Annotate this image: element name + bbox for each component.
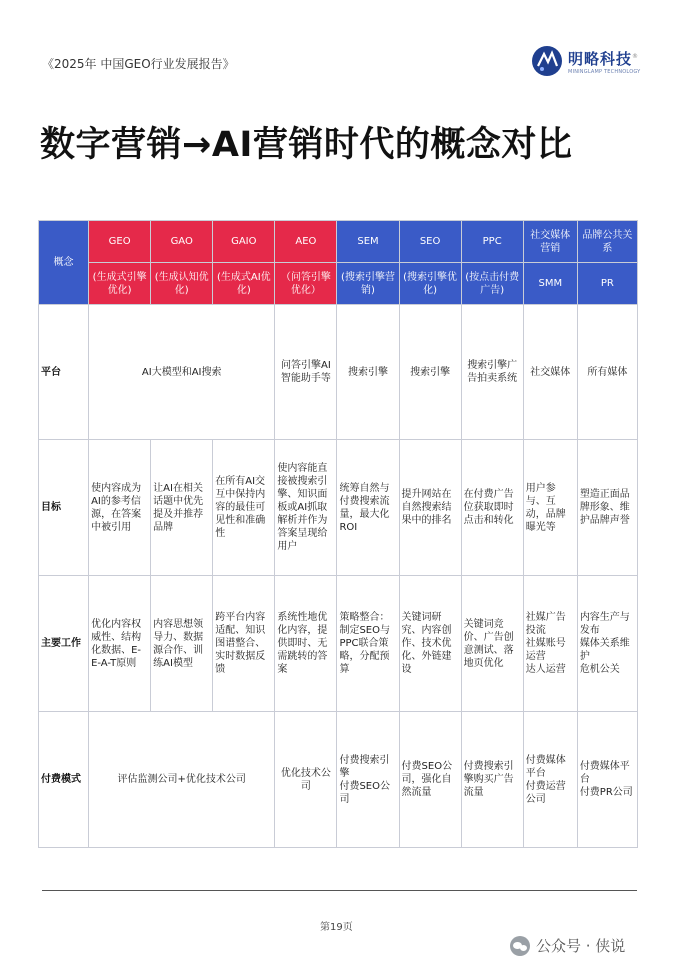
row-label-work: 主要工作 [39, 576, 89, 712]
goal-gaio: 在所有AI交互中保持内容的最佳可见性和准确性 [213, 440, 275, 576]
col-name-sem: SEM [337, 221, 399, 263]
table-row-goal [39, 440, 638, 576]
logo-english: MININGLAMP TECHNOLOGY [568, 68, 641, 75]
header-row-desc [39, 263, 638, 305]
col-desc-sem: (搜索引擎营销) [337, 263, 399, 305]
col-desc-aeo: （问答引擎优化） [275, 263, 337, 305]
wechat-icon [510, 936, 530, 956]
pay-aeo: 优化技术公司 [275, 712, 337, 848]
work-sem: 策略整合：制定SEO与PPC联合策略，分配预算 [337, 576, 399, 712]
col-desc-gao: (生成认知优化) [151, 263, 213, 305]
goal-seo: 提升网站在自然搜索结果中的排名 [399, 440, 461, 576]
platform-sem: 搜索引擎 [337, 305, 399, 440]
goal-pr: 塑造正面品牌形象、维护品牌声誉 [577, 440, 637, 576]
work-gaio: 跨平台内容适配、知识图谱整合、实时数据反馈 [213, 576, 275, 712]
company-logo [530, 44, 650, 78]
header-row-names [39, 221, 638, 263]
col-desc-pr: PR [577, 263, 637, 305]
pay-sem: 付费搜索引擎 付费SEO公司 [337, 712, 399, 848]
platform-merged-cell: AI大模型和AI搜索 [89, 305, 275, 440]
col-desc-gaio: (生成式AI优化) [213, 263, 275, 305]
row-label-pay: 付费模式 [39, 712, 89, 848]
goal-gao: 让AI在相关话题中优先提及并推荐品牌 [151, 440, 213, 576]
logo-name: 明略科技 [568, 49, 633, 68]
work-aeo: 系统性地优化内容，提供即时、无需跳转的答案 [275, 576, 337, 712]
row-label-goal: 目标 [39, 440, 89, 576]
pay-seo: 付费SEO公司，强化自然流量 [399, 712, 461, 848]
platform-aeo: 问答引擎AI智能助手等 [275, 305, 337, 440]
platform-smm: 社交媒体 [523, 305, 577, 440]
col-desc-geo: (生成式引擎优化) [89, 263, 151, 305]
col-name-gao: GAO [151, 221, 213, 263]
watermark [510, 935, 625, 956]
platform-seo: 搜索引擎 [399, 305, 461, 440]
work-pr: 内容生产与发布 媒体关系维护 危机公关 [577, 576, 637, 712]
pay-merged-cell: 评估监测公司+优化技术公司 [89, 712, 275, 848]
table-row-pay [39, 712, 638, 848]
row-label-platform: 平台 [39, 305, 89, 440]
watermark-text: 公众号 · 侠说 [536, 937, 626, 955]
col-name-aeo: AEO [275, 221, 337, 263]
registered-mark: ® [632, 52, 640, 60]
page-number: 第19页 [320, 922, 353, 933]
page-title: 数字营销→AI营销时代的概念对比 [40, 125, 573, 165]
col-name-smm: 社交媒体营销 [523, 221, 577, 263]
goal-geo: 使内容成为AI的参考信源，在答案中被引用 [89, 440, 151, 576]
goal-aeo: 使内容能直接被搜索引擎、知识面板或AI抓取解析并作为答案呈现给用户 [275, 440, 337, 576]
footer-divider [42, 890, 637, 891]
work-seo: 关键词研究、内容创作、技术优化、外链建设 [399, 576, 461, 712]
col-name-ppc: PPC [461, 221, 523, 263]
goal-sem: 统筹自然与付费搜索流量，最大化ROI [337, 440, 399, 576]
col-desc-ppc: (按点击付费广告) [461, 263, 523, 305]
pay-smm: 付费媒体平台 付费运营公司 [523, 712, 577, 848]
goal-ppc: 在付费广告位获取即时点击和转化 [461, 440, 523, 576]
logo-mark-icon [530, 44, 564, 78]
col-name-geo: GEO [89, 221, 151, 263]
goal-smm: 用户参与、互动，品牌曝光等 [523, 440, 577, 576]
platform-ppc: 搜索引擎广告拍卖系统 [461, 305, 523, 440]
platform-pr: 所有媒体 [577, 305, 637, 440]
col-name-pr: 品牌公共关系 [577, 221, 637, 263]
col-name-gaio: GAIO [213, 221, 275, 263]
pay-pr: 付费媒体平台 付费PR公司 [577, 712, 637, 848]
col-name-seo: SEO [399, 221, 461, 263]
col-desc-smm: SMM [523, 263, 577, 305]
table-row-platform [39, 305, 638, 440]
table-row-work [39, 576, 638, 712]
work-geo: 优化内容权威性、结构化数据、E-E-A-T原则 [89, 576, 151, 712]
col-desc-seo: (搜索引擎优化) [399, 263, 461, 305]
work-gao: 内容思想领导力、数据源合作、训练AI模型 [151, 576, 213, 712]
comparison-table [38, 220, 638, 848]
work-smm: 社媒广告投流 社媒账号运营 达人运营 [523, 576, 577, 712]
pay-ppc: 付费搜索引擎购买广告流量 [461, 712, 523, 848]
work-ppc: 关键词竞价、广告创意测试、落地页优化 [461, 576, 523, 712]
report-title: 《2025年 中国GEO行业发展报告》 [42, 57, 235, 71]
concept-label: 概念 [39, 221, 89, 305]
